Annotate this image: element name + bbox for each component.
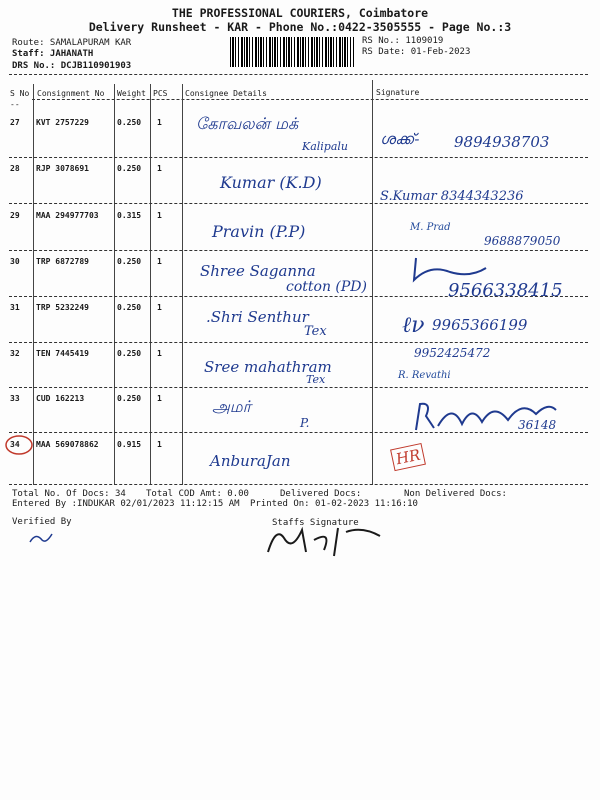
row-weight: 0.250 — [117, 349, 142, 358]
col-sno: S No — [10, 89, 30, 98]
row-sno: 28 — [10, 164, 20, 173]
col-weight: Weight — [117, 89, 146, 98]
consignee-handwriting: AnburaJan — [210, 452, 291, 470]
entered-by: Entered By :INDUKAR 02/01/2023 11:12:15 AM — [12, 499, 240, 509]
signature-scribble: ℓν — [402, 313, 425, 338]
row-pcs: 1 — [157, 257, 162, 266]
printed-on: Printed On: 01-02-2023 11:16:10 — [250, 499, 418, 509]
rs-date: RS Date: 01-Feb-2023 — [362, 47, 471, 57]
dash-marker: -- — [10, 100, 20, 109]
row-weight: 0.250 — [117, 394, 142, 403]
barcode-image — [230, 37, 354, 67]
column-line — [182, 84, 183, 485]
column-line — [114, 84, 115, 485]
drs-number: DRS No.: DCJB110901903 — [12, 61, 132, 71]
row-consignment: TEN 7445419 — [36, 349, 89, 358]
row-weight: 0.915 — [117, 440, 142, 449]
row-pcs: 1 — [157, 211, 162, 220]
row-pcs: 1 — [157, 118, 162, 127]
row-weight: 0.250 — [117, 303, 142, 312]
consignee-handwriting: அமர் — [212, 397, 252, 416]
row-divider — [9, 387, 588, 388]
consignee-handwriting: Kalipalu — [302, 140, 349, 153]
column-line — [150, 84, 151, 485]
signature-handwriting: 9688879050 — [484, 234, 561, 248]
row-consignment: TRP 5232249 — [36, 303, 89, 312]
row-weight: 0.250 — [117, 118, 142, 127]
row-weight: 0.250 — [117, 164, 142, 173]
consignee-handwriting: கோவலன் மக் — [196, 114, 299, 133]
signature-scribble: ശക്ക്- — [380, 130, 420, 148]
staff-label: Staff: JAHANATH — [12, 49, 94, 59]
consignee-handwriting: .Shri Senthur — [206, 308, 309, 326]
signature-handwriting: 9965366199 — [432, 316, 528, 334]
column-line — [372, 80, 373, 485]
consignee-handwriting: Sree mahathram — [204, 358, 332, 376]
company-title: THE PROFESSIONAL COURIERS, Coimbatore — [171, 6, 429, 20]
consignee-handwriting: Shree Saganna — [200, 262, 316, 280]
header-divider — [32, 99, 588, 100]
row-pcs: 1 — [157, 394, 162, 403]
row-sno: 27 — [10, 118, 20, 127]
signature-handwriting: S.Kumar 8344343236 — [380, 189, 524, 204]
consignee-handwriting: Tex — [304, 324, 327, 339]
non-delivered-docs: Non Delivered Docs: — [404, 489, 507, 499]
runsheet-title: Delivery Runsheet - KAR - Phone No.:0422-3505555 - Page No.:3 — [88, 20, 512, 34]
verified-by: Verified By — [12, 517, 72, 527]
divider — [9, 74, 588, 75]
row-sno: 34 — [10, 440, 20, 449]
row-weight: 0.250 — [117, 257, 142, 266]
row-sno: 33 — [10, 394, 20, 403]
consignee-handwriting: Tex — [306, 373, 326, 386]
total-cod: Total COD Amt: 0.00 — [146, 489, 249, 499]
row-pcs: 1 — [157, 303, 162, 312]
col-pcs: PCS — [153, 89, 168, 98]
col-signature: Signature — [376, 88, 420, 97]
row-sno: 31 — [10, 303, 20, 312]
row-consignment: MAA 294977703 — [36, 211, 99, 220]
row-consignment: CUD 162213 — [36, 394, 85, 403]
row-weight: 0.315 — [117, 211, 142, 220]
signature-handwriting: 9894938703 — [454, 133, 550, 151]
row-sno: 32 — [10, 349, 20, 358]
col-consignment: Consignment No — [37, 89, 105, 98]
row-sno: 30 — [10, 257, 20, 266]
staff-signature — [262, 522, 392, 558]
row-divider — [9, 157, 588, 158]
row-pcs: 1 — [157, 349, 162, 358]
consignee-handwriting: Pravin (P.P) — [212, 222, 306, 241]
column-line — [33, 84, 34, 485]
row-consignment: RJP 3078691 — [36, 164, 89, 173]
row-pcs: 1 — [157, 440, 162, 449]
signature-scribble: R. Revathi — [398, 370, 451, 381]
row-consignment: TRP 6872789 — [36, 257, 89, 266]
row-consignment: MAA 569078862 — [36, 440, 99, 449]
row-consignment: KVT 2757229 — [36, 118, 89, 127]
consignee-handwriting: cotton (PD) — [286, 279, 367, 295]
row-sno: 29 — [10, 211, 20, 220]
rs-number: RS No.: 1109019 — [362, 36, 444, 46]
signature-handwriting: 9566338415 — [448, 280, 563, 301]
staff-signature-label: Staffs Signature — [272, 518, 359, 528]
row-divider — [9, 250, 588, 251]
row-divider — [9, 342, 588, 343]
consignee-handwriting: P. — [300, 416, 310, 430]
verifier-signature — [28, 530, 54, 546]
col-consignee: Consignee Details — [185, 89, 267, 98]
signature-handwriting: 36148 — [518, 418, 557, 432]
row-pcs: 1 — [157, 164, 162, 173]
delivered-docs: Delivered Docs: — [280, 489, 362, 499]
signature-scribble: M. Prad — [410, 222, 451, 233]
signature-handwriting: 9952425472 — [414, 346, 491, 360]
consignee-handwriting: Kumar (K.D) — [220, 173, 322, 192]
total-docs: Total No. Of Docs: 34 — [12, 489, 126, 499]
route-label: Route: SAMALAPURAM KAR — [12, 38, 132, 48]
row-divider — [9, 484, 588, 485]
signature-handwriting: HR — [390, 443, 426, 471]
